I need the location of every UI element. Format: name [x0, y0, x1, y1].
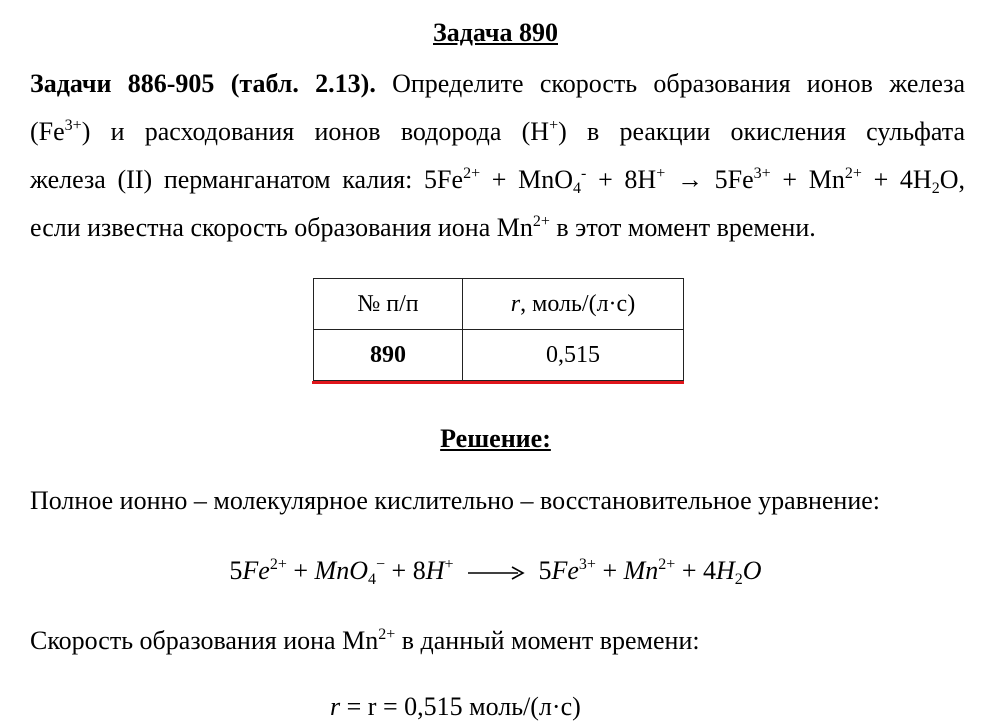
ionic-equation: $5Fe^{2+} + MnO_4^- + 8H^+$ $5Fe^{3+} + Mn^{2+} + 4H_2O$ — [229, 556, 762, 588]
statement-lead: Задачи 886-905 (табл. 2.13). — [30, 69, 376, 98]
problem-title-text: Задача 890 — [433, 18, 558, 47]
statement-line-3: железа (II) перманганатом калия: $5Fe^{2+} + MnO_4^- + 8H^+ \to 5Fe^{3+} + Mn^{2+} + 4H_2O$, — [30, 165, 965, 197]
rate-statement: Скорость образования иона $Mn^{2+}$ в данный момент времени: — [30, 626, 700, 655]
data-table — [313, 278, 684, 381]
solution-intro: Полное ионно – молекулярное кислительно – восстановительное уравнение: — [30, 486, 881, 515]
cell-rate-value: 0,515 — [463, 330, 684, 381]
statement-line-4: если известна скорость образования иона $Mn^{2+}$ в этот момент времени. — [30, 213, 816, 242]
problem-title — [0, 18, 991, 48]
statement-line-2: $(Fe^{3+})$ и расходования ионов водорода (H+) в реакции окисления сульфата — [30, 117, 965, 146]
table-header-row — [314, 279, 684, 330]
red-underline-divider — [312, 381, 684, 384]
cell-row-number: 890 — [314, 330, 463, 381]
header-cell-rate: r, моль/(л·с) — [463, 279, 684, 330]
table-row — [314, 330, 684, 381]
problem-statement — [30, 60, 965, 252]
statement-line-1: Задачи 886-905 (табл. 2.13). Определите скорость образования ионов железа — [30, 69, 965, 98]
solution-title: Решение: — [440, 424, 551, 453]
rate-equation: r = r = 0,515 моль/(л·с) — [330, 692, 581, 721]
header-cell-number: № п/п — [314, 279, 463, 330]
reaction-arrow-icon — [466, 563, 526, 583]
